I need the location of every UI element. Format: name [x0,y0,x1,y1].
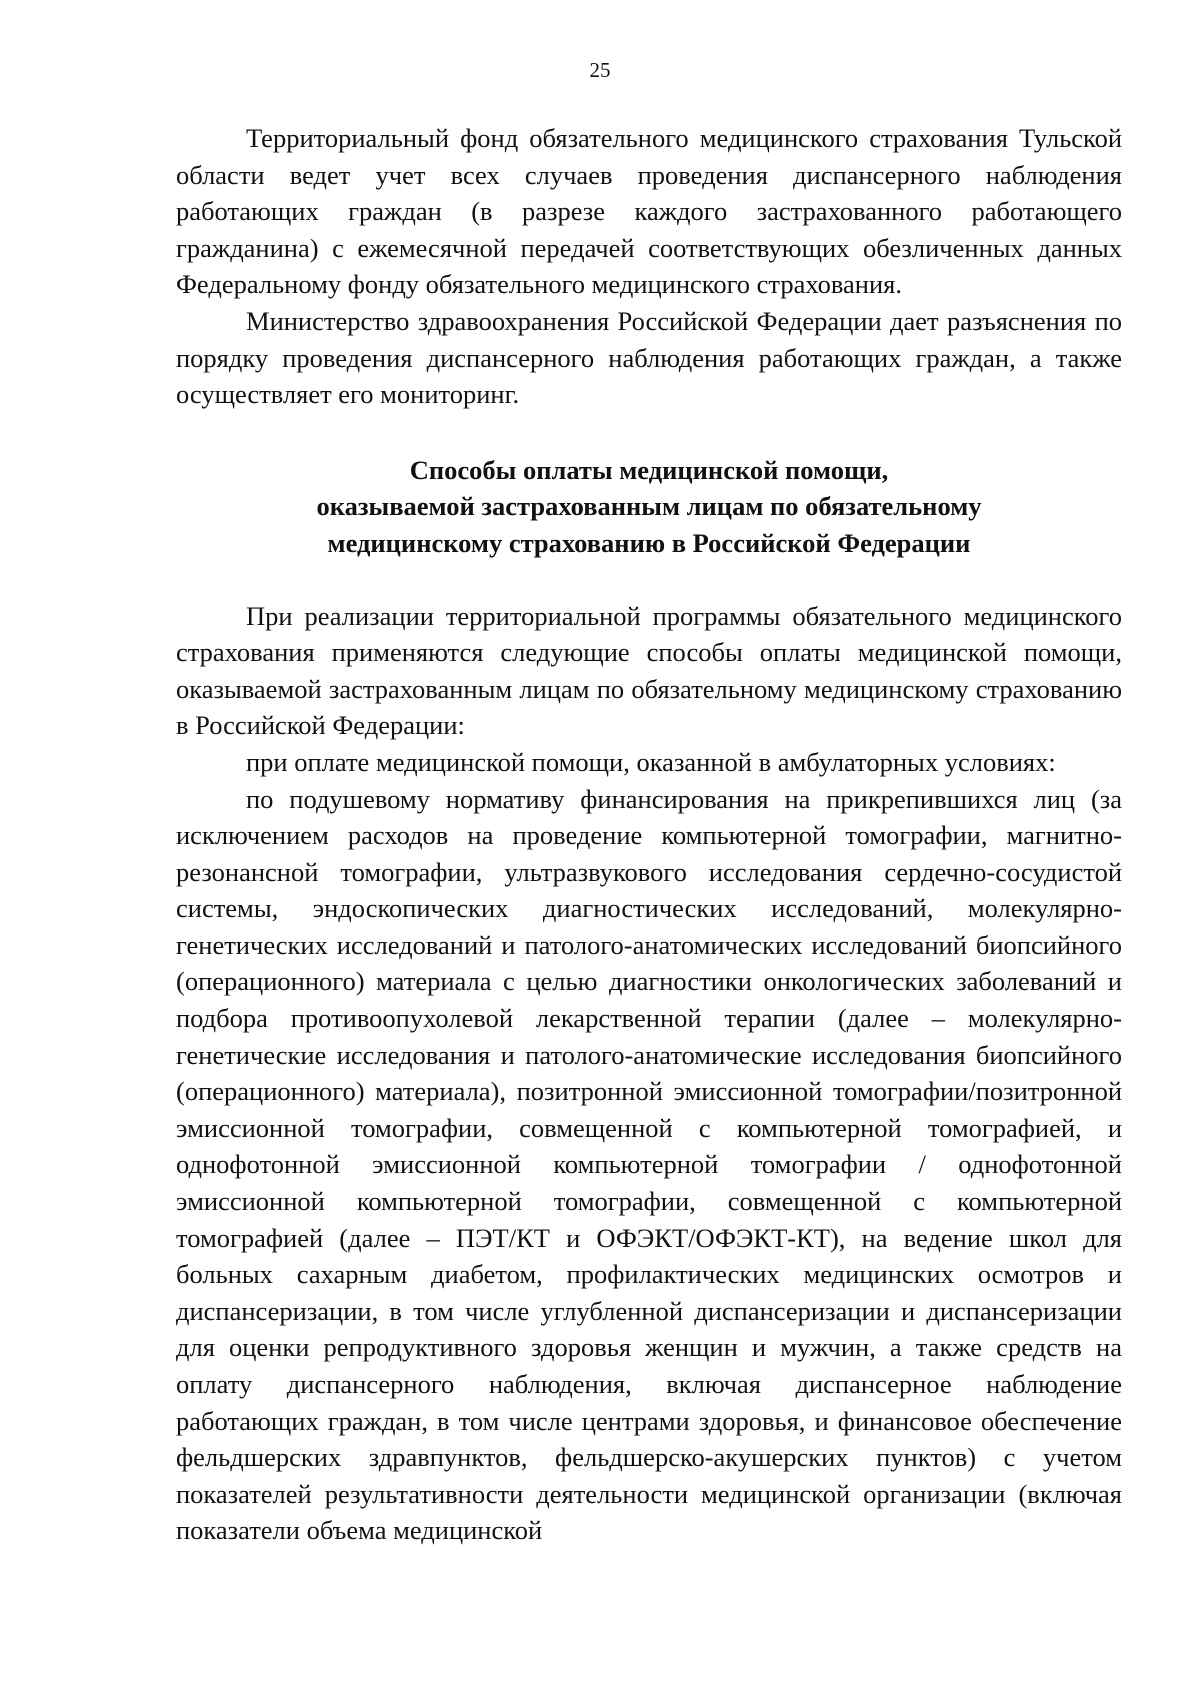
page-number: 25 [589,58,611,82]
document-body [176,120,1122,1549]
paragraph-tfoms-accounting: Территориальный фонд обязательного медицинского страхования Тульской области ведет учет всех случаев проведения диспансерного наблюдения работающих граждан (в разрезе каждого застрахованного работающего гражданина) с ежемесячной передачей соответствующих обезличенных данных Федеральному фонду обязательного медицинского страхования. [176,123,1122,300]
section-heading-line-3: медицинскому страхованию в Российской Федерации [327,527,971,558]
paragraph-payment-methods-intro: При реализации территориальной программы обязательного медицинского страхования применяются следующие способы оплаты медицинской помощи, оказываемой застрахованным лицам по обязательному медицинскому страхованию в Российской Федерации: [176,600,1122,741]
section-heading-line-2: оказываемой застрахованным лицам по обязательному [316,491,982,522]
paragraph-ambulatory-care: при оплате медицинской помощи, оказанной в амбулаторных условиях: [246,746,1056,777]
section-heading-line-1: Способы оплаты медицинской помощи, [409,454,889,485]
paragraph-ministry-clarifications: Министерство здравоохранения Российской Федерации дает разъяснения по порядку проведения диспансерного наблюдения работающих граждан, а также осуществляет его мониторинг. [176,305,1122,410]
section-heading [176,452,1122,562]
paragraph-per-capita-norm: по подушевому нормативу финансирования на прикрепившихся лиц (за исключением расходов на проведение компьютерной томографии, магнитно-резонансной томографии, ультразвукового исследования сердечно-сосудистой системы, эндоскопических диагностических исследований, молекулярно-генетических исследований и патолого-анатомических исследований биопсийного (операционного) материала с целью диагностики онкологических заболеваний и подбора противоопухолевой лекарственной терапии (далее – молекулярно-генетические исследования и патолого-анатомические исследования биопсийного (операционного) материала), позитронной эмиссионной томографии/позитронной эмиссионной томографии, совмещенной с компьютерной томографией, и однофотонной эмиссионной компьютерной томографии / однофотонной эмиссионной компьютерной томографии, совмещенной с компьютерной томографией (далее – ПЭТ/КТ и ОФЭКТ/ОФЭКТ-КТ), на ведение школ для больных сахарным диабетом, профилактических медицинских осмотров и диспансеризации, в том числе углубленной диспансеризации и диспансеризации для оценки репродуктивного здоровья женщин и мужчин, а также средств на оплату диспансерного наблюдения, включая диспансерное наблюдение работающих граждан, в том числе центрами здоровья, и финансовое обеспечение фельдшерских здравпунктов, фельдшерско-акушерских пунктов) с учетом показателей результативности деятельности медицинской организации (включая показатели объема медицинской [176,783,1122,1546]
